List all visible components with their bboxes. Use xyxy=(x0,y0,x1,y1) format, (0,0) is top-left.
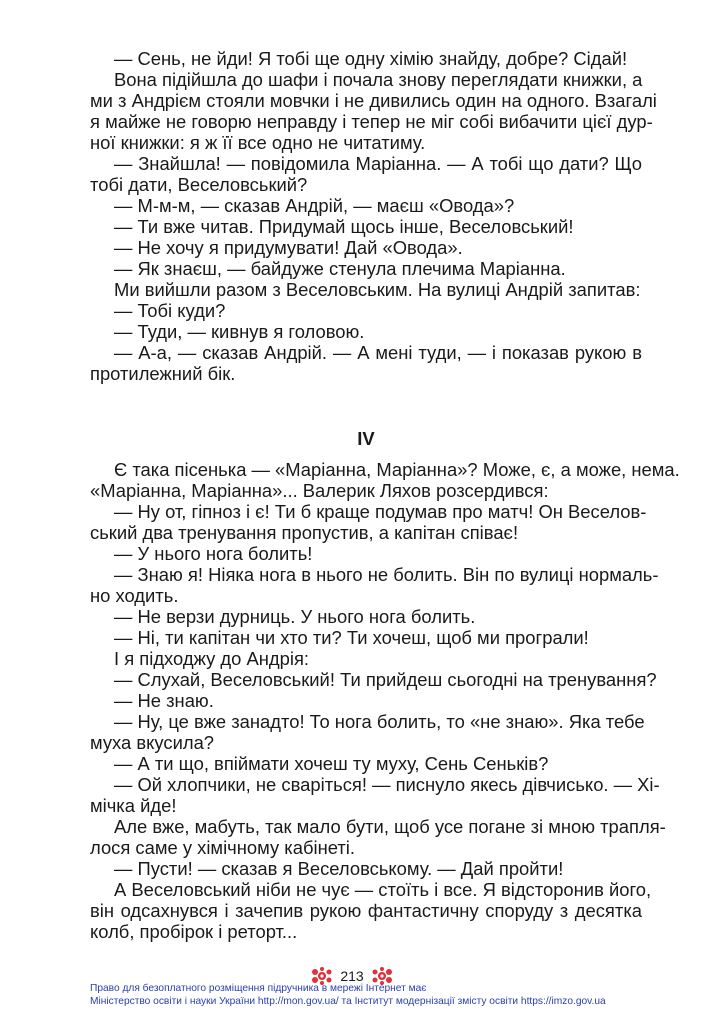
text-line: муха вкусила? xyxy=(90,732,215,753)
text-line: я майже не говорю неправду і тепер не міг собі вибачити цієї дур- xyxy=(90,111,653,132)
text-line: А Веселовський ніби не чує — стоїть і все. Я відсторонив його, xyxy=(114,879,652,900)
text-line: Вона підійшла до шафи і почала знову переглядати книжки, а xyxy=(114,69,643,90)
text-block-part-2 xyxy=(90,459,680,942)
text-line: — Ти вже читав. Придумай щось інше, Веселовський! xyxy=(114,216,574,237)
text-line: І я підходжу до Андрія: xyxy=(114,648,310,669)
section-spacer xyxy=(90,384,642,428)
text-line: — Ну от, гіпноз і є! Ти б краще подумав про матч! Он Веселов- xyxy=(114,501,647,522)
text-line: — Ну, це вже занадто! То нога болить, то «не знаю». Яка тебе xyxy=(114,711,645,732)
text-line: ський два тренування пропустив, а капітан співає! xyxy=(90,522,519,543)
license-notice-line-1: Право для безоплатного розміщення підручника в мережі Інтернет має xyxy=(90,983,427,994)
text-line: Але вже, мабуть, так мало бути, щоб усе погане зі мною трапля- xyxy=(114,816,666,837)
page-number: 213 xyxy=(340,968,364,984)
text-line: — Не верзи дурниць. У нього нога болить. xyxy=(114,606,476,627)
book-page-text xyxy=(90,48,680,942)
text-line: ної книжки: я ж її все одно не читатиму. xyxy=(90,132,426,153)
text-line: — Не хочу я придумувати! Дай «Овода». xyxy=(114,237,463,258)
text-line: — Знайшла! — повідомила Маріанна. — А тобі що дати? Що xyxy=(114,153,642,174)
text-line: — Тобі куди? xyxy=(114,300,226,321)
text-line: — Сень, не йди! Я тобі ще одну хімію знайду, добре? Сідай! xyxy=(114,48,628,69)
text-line: — А ти що, впіймати хочеш ту муху, Сень Сеньків? xyxy=(114,753,549,774)
text-line: — Туди, — кивнув я головою. xyxy=(114,321,365,342)
text-line: — Ой хлопчики, не сваріться! — писнуло якесь дівчисько. — Хі- xyxy=(114,774,660,795)
text-line: — У нього нога болить! xyxy=(114,543,313,564)
license-notice-line-2: Міністерство освіти і науки України http://mon.gov.ua/ та Інститут модернізації змісту освіти https://imzo.gov.ua xyxy=(90,996,606,1007)
text-line: — Не знаю. xyxy=(114,690,214,711)
text-line: Ми вийшли разом з Веселовським. На вулиці Андрій запитав: xyxy=(114,279,641,300)
text-line: но ходить. xyxy=(90,585,179,606)
text-line: Є така пісенька — «Маріанна, Маріанна»? Може, є, а може, нема. xyxy=(114,459,680,480)
text-line: — А-а, — сказав Андрій. — А мені туди, — і показав рукою в xyxy=(114,342,642,363)
text-line: колб, пробірок і реторт... xyxy=(90,921,298,942)
text-block-part-1 xyxy=(90,48,657,384)
text-line: — М-м-м, — сказав Андрій, — маєш «Овода»? xyxy=(114,195,515,216)
text-line: мічка йде! xyxy=(90,795,177,816)
text-line: — Як знаєш, — байдуже стенула плечима Маріанна. xyxy=(114,258,566,279)
text-line: тобі дати, Веселовський? xyxy=(90,174,308,195)
text-line: — Пусти! — сказав я Веселовському. — Дай пройти! xyxy=(114,858,564,879)
text-line: — Ні, ти капітан чи хто ти? Ти хочеш, щоб ми програли! xyxy=(114,627,589,648)
text-line: лося саме у хімічному кабінеті. xyxy=(90,837,355,858)
section-heading: IV xyxy=(357,428,375,449)
text-line: — Слухай, Веселовський! Ти прийдеш сьогодні на тренування? xyxy=(114,669,657,690)
text-line: «Маріанна, Маріанна»... Валерик Ляхов розсердився: xyxy=(90,480,549,501)
text-line: — Знаю я! Ніяка нога в нього не болить. Він по вулиці нормаль- xyxy=(114,564,659,585)
text-line: протилежний бік. xyxy=(90,363,236,384)
text-line: ми з Андрієм стояли мовчки і не дивились один на одного. Взагалі xyxy=(90,90,657,111)
text-line: він одсахнувся і зачепив рукою фантастичну споруду з десятка xyxy=(90,900,642,921)
